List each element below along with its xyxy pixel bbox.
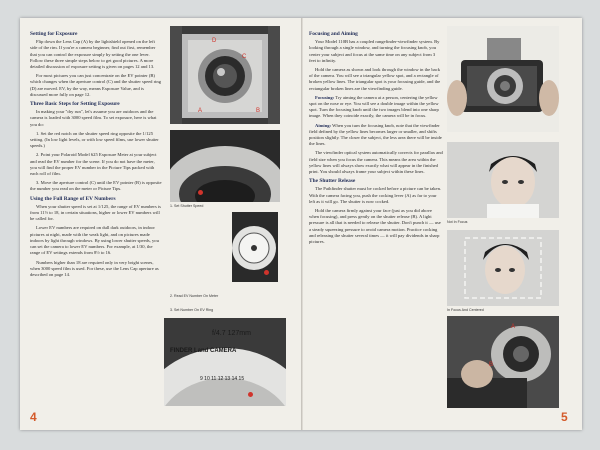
not-in-focus-photo — [447, 142, 559, 218]
paragraph: Lower EV numbers are required on dull dark outdoors, in indoor pictures at night, made with the weak light, and on pictures made indoors by light through windows. By using lower shutter speeds, you can set the camera to lower EV numbers. For example, at 1/30, the range of EV settings extends from 8½ to 16. — [30, 225, 159, 256]
paragraph — [309, 95, 443, 120]
shutter-release-photo — [447, 316, 559, 408]
lens-text: f/4.7 127mm — [212, 330, 251, 337]
caption-in-focus: In Focus And Centered — [447, 308, 484, 312]
camera-front-photo — [170, 26, 280, 124]
paragraph: Hold the camera firmly against your face (just as you did above when focusing), and press gently on the shutter release (B). A light pressure is all that is needed to release the shutter. Don't punch it — use a steady squeezing pressure to avoid camera motion. Practice cocking and releasing the shutter several times — it will pay dividends in sharp pictures. — [309, 208, 441, 245]
caption-step-1: 1. Set Shutter Speed — [170, 204, 204, 208]
section-heading: Using the Full Range of EV Numbers — [30, 195, 116, 202]
page-number: 4 — [30, 410, 37, 424]
focusing-text: Try aiming the camera at a person, centering the yellow spot on the nose or eye. You will see a double image within the yellow spot. Turn the focusing knob until the two images blend into one sharp image. When they coincide exactly, the camera will be in focus. — [309, 94, 439, 119]
shutter-dial-illustration — [170, 130, 280, 202]
finder-text: FINDER Land CAMERA — [170, 348, 237, 354]
paragraph: Your Model 110B has a coupled rangefinder-viewfinder system. By looking through a single window, and turning the focusing knob, you center your subject and focus at the same time on any subject from 3 feet to infinity. — [309, 39, 440, 63]
paragraph — [309, 123, 443, 148]
booklet-spread — [20, 18, 582, 430]
meter-red-mark — [264, 270, 269, 275]
label-b: B — [489, 362, 494, 368]
label-b: B — [256, 108, 261, 114]
paragraph: In making your "dry run", let's assume you are outdoors and the camera is loaded with 3000 speed film. To set exposure, here is what you do: — [30, 109, 157, 127]
shutter-dial-photo — [170, 130, 280, 202]
paragraph: Hold the camera as shown and look through the window in the back of the camera. You will see a triangular yellow spot, and a rectangle of broken yellow lines. The triangular spot is your focusing guide, and the rectangular broken lines are the viewfinding guide. — [309, 67, 441, 91]
exposure-meter-illustration — [170, 210, 280, 292]
paragraph: Flip down the Lens Cap (A) by the lightshield opened on the left side of the rim. If you're a camera beginner, find out first, remember that you can control the exposure simply by setting the one lever. Follow these three simple steps below to get good pictures. A more detailed discussion of exposure setting is given on pages 12 and 13. — [30, 39, 156, 70]
in-focus-photo — [447, 230, 559, 306]
paragraph: For most pictures you can just concentrate on the EV pointer (B) which changes when the aperture control (C) and the shutter speed ring (D) are moved. EV, by the way, means Exposure Value, and is discussed more fully on page 12. — [30, 73, 162, 97]
in-focus-illustration — [447, 230, 559, 306]
paragraph: Numbers higher than 18 are required only in very bright scenes, when 3000 speed film is used. For these, use the Lens Cap aperture as described on page 14. — [30, 259, 159, 277]
section-heading: Setting for Exposure — [30, 31, 78, 37]
paragraph: 3. Move the aperture control (C) until the EV pointer (B) is opposite the number you read on the meter or Picture Tips. — [30, 180, 162, 192]
label-a: A — [511, 324, 516, 330]
exposure-meter-photo — [170, 210, 280, 292]
paragraph: 1. Set the red notch on the shutter speed ring opposite the 1/125 setting. (In low light levels, or with low speed films, use lower shutter speeds.) — [30, 130, 159, 149]
caption-step-3: 3. Set Number On EV Ring — [170, 308, 214, 312]
caption-step-2: 2. Read EV Number On Meter — [170, 294, 219, 298]
ev-red-mark — [248, 392, 253, 397]
section-heading: Focusing and Aiming — [309, 31, 358, 37]
holding-camera-photo — [447, 26, 559, 132]
section-heading: Three Basic Steps for Setting Exposure — [30, 101, 120, 108]
section-heading: The Shutter Release — [309, 178, 356, 185]
paragraph: 2. Point your Polaroid Model 625 Exposure Meter at your subject and read the EV number for the scene. If you do not have the meter, you will find the proper EV number in the Picture Tips packed with each roll of film. — [30, 152, 157, 177]
not-in-focus-illustration — [447, 142, 559, 218]
holding-camera-illustration — [447, 26, 559, 132]
label-c: C — [242, 54, 247, 60]
paragraph: The viewfinder optical system automatically corrects for parallax and field size when you focus the camera. This means the area within the yellow lines will always show exactly what will appear in the finished print. You should always frame your subject within these lines. — [309, 150, 443, 175]
red-notch-mark — [198, 190, 203, 195]
caption-not-in-focus: Not In Focus — [447, 220, 468, 224]
paragraph: The Pathfinder shutter must be cocked before a picture can be taken. With the camera facing you, push the cocking lever (A) as far to your left as it will go. The shutter is now cocked. — [309, 186, 442, 204]
left-text-column — [30, 28, 162, 281]
aiming-text: When you turn the focusing knob, note that the viewfinder field defined by the yellow lines becomes larger or smaller, and shifts position slightly. The closer the subject, the less area there will be inside the lines. — [309, 122, 442, 147]
left-page — [20, 18, 300, 430]
paragraph: When your shutter speed is set at 1/125, the range of EV numbers is from 11½ to 18, in certain situations, higher or lower EV numbers will be called for. — [30, 203, 161, 222]
label-d: D — [212, 38, 217, 44]
page-number: 5 — [561, 410, 568, 424]
ev-dial-numbers: 9 10 11 12 13 14 15 — [200, 376, 245, 382]
focusing-lead: Focusing: — [315, 94, 335, 100]
shutter-release-illustration — [447, 316, 559, 408]
label-a: A — [198, 108, 203, 114]
right-page — [303, 18, 583, 430]
right-text-column — [309, 28, 443, 248]
aiming-lead: Aiming: — [315, 122, 332, 128]
ev-ring-photo — [164, 318, 286, 406]
camera-front-illustration — [170, 26, 280, 124]
